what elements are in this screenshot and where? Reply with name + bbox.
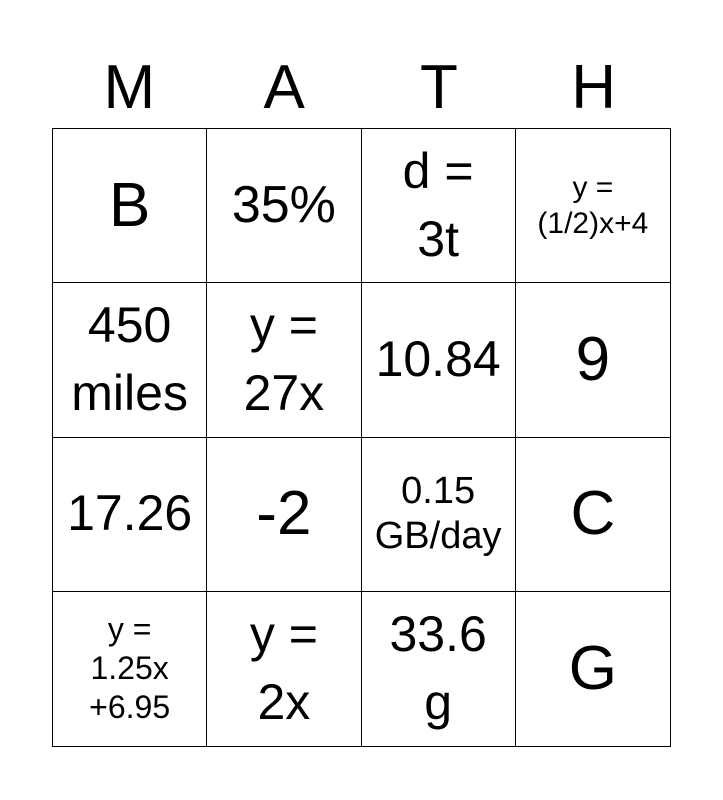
header-letter-m: M bbox=[103, 53, 156, 122]
cell-text-line: 3t bbox=[417, 210, 459, 267]
bingo-cell-r4-c1[interactable] bbox=[53, 592, 207, 746]
header-letter-t: T bbox=[419, 53, 458, 122]
cell-text-line: g bbox=[424, 673, 453, 730]
cell-text-line: +6.95 bbox=[89, 689, 171, 726]
bingo-cell-r3-c3[interactable] bbox=[362, 438, 516, 592]
cell-text-line: B bbox=[108, 170, 151, 240]
bingo-cell-r2-c2[interactable] bbox=[207, 283, 361, 437]
cell-text-line: (1/2)x+4 bbox=[537, 206, 649, 240]
cell-text-line: miles bbox=[71, 364, 188, 421]
cell-text-line: 33.6 bbox=[389, 606, 487, 663]
cell-text-line: C bbox=[570, 479, 616, 549]
bingo-cell-r4-c3[interactable] bbox=[362, 592, 516, 746]
bingo-cell-r3-c2[interactable] bbox=[207, 438, 361, 592]
cell-text-line: y = bbox=[249, 606, 318, 663]
cell-text-line: -2 bbox=[256, 479, 312, 549]
cell-text-line: 9 bbox=[575, 325, 611, 395]
bingo-cell-r4-c2[interactable] bbox=[207, 592, 361, 746]
cell-text-line: G bbox=[568, 634, 617, 704]
cell-text-line: 450 bbox=[87, 297, 172, 354]
bingo-cell-r4-c4[interactable] bbox=[516, 592, 670, 746]
cell-text-line: 1.25x bbox=[90, 650, 169, 687]
cell-text-line: d = bbox=[402, 143, 474, 200]
cell-text-line: 10.84 bbox=[375, 331, 501, 388]
bingo-cell-r3-c4[interactable] bbox=[516, 438, 670, 592]
header-letter-h: H bbox=[571, 53, 617, 122]
bingo-cell-r1-c2[interactable] bbox=[207, 129, 361, 283]
cell-text-line: y = bbox=[107, 611, 152, 648]
bingo-header bbox=[52, 50, 671, 126]
cell-text-line: GB/day bbox=[374, 515, 502, 558]
header-letter-a: A bbox=[263, 53, 305, 122]
bingo-cell-r2-c4[interactable] bbox=[516, 283, 670, 437]
cell-text-line: 35% bbox=[231, 175, 336, 234]
cell-text-line: y = bbox=[249, 297, 318, 354]
bingo-cell-r2-c1[interactable] bbox=[53, 283, 207, 437]
bingo-cell-r1-c4[interactable] bbox=[516, 129, 670, 283]
bingo-cell-r1-c3[interactable] bbox=[362, 129, 516, 283]
bingo-board bbox=[52, 128, 671, 747]
cell-text-line: 0.15 bbox=[401, 469, 476, 512]
cell-text-line: 27x bbox=[243, 364, 325, 421]
bingo-cell-r3-c1[interactable] bbox=[53, 438, 207, 592]
cell-text-line: 2x bbox=[257, 673, 311, 730]
cell-text-line: 17.26 bbox=[67, 485, 193, 542]
cell-text-line: y = bbox=[572, 170, 614, 204]
bingo-cell-r1-c1[interactable] bbox=[53, 129, 207, 283]
bingo-cell-r2-c3[interactable] bbox=[362, 283, 516, 437]
